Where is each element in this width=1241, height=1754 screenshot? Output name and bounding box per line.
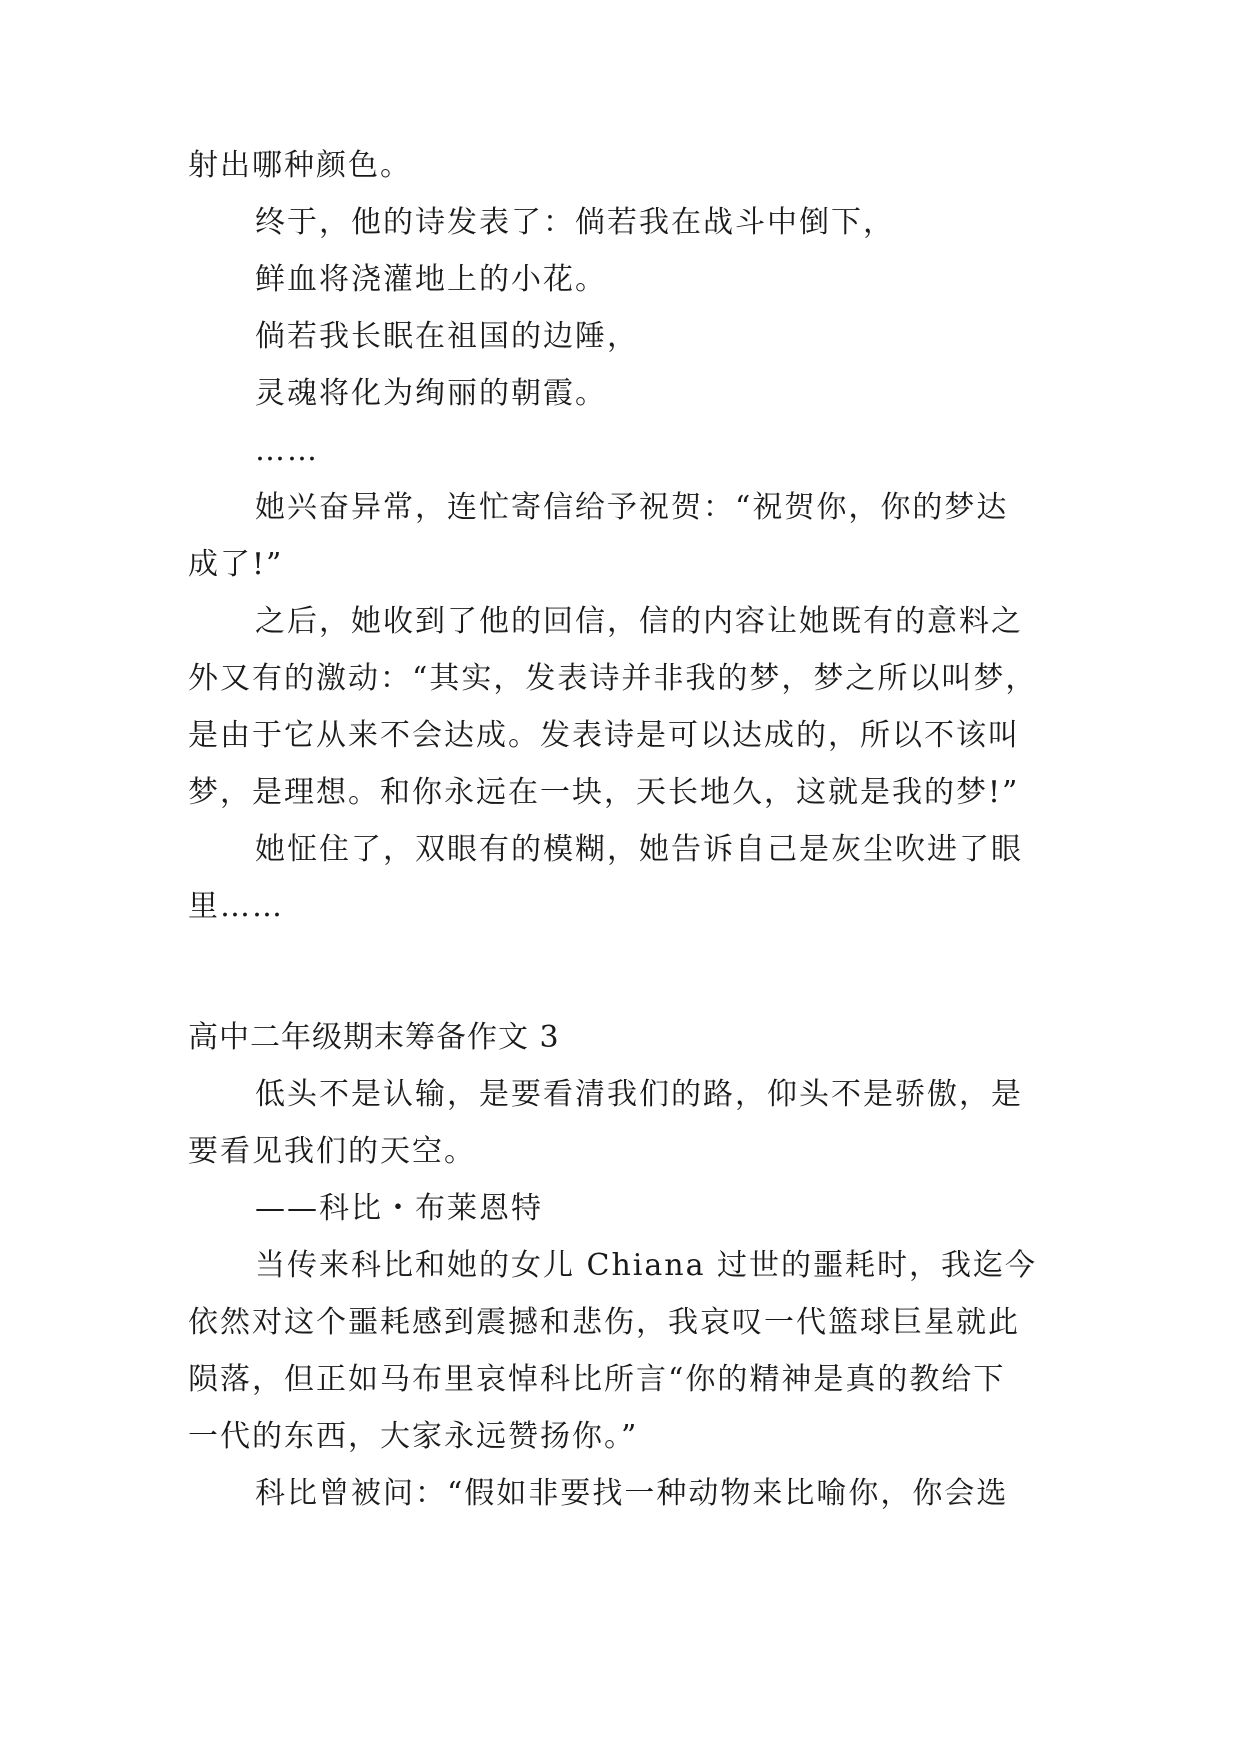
poem-line: 灵魂将化为绚丽的朝霞。 [255, 376, 607, 411]
paragraph-line: 当传来科比和她的女儿 Chiana 过世的噩耗时，我迄今 [255, 1248, 1038, 1283]
paragraph-line: 之后，她收到了他的回信，信的内容让她既有的意料之 [255, 604, 1023, 639]
paragraph-line: 她怔住了，双眼有的模糊，她告诉自己是灰尘吹进了眼 [255, 832, 1023, 867]
paragraph-line: 陨落，但正如马布里哀悼科比所言“你的精神是真的教给下 [188, 1362, 1006, 1397]
paragraph-line: 是由于它从来不会达成。发表诗是可以达成的，所以不该叫 [188, 718, 1020, 753]
section-heading: 高中二年级期末筹备作文 3 [188, 1020, 560, 1055]
poem-line: 鲜血将浇灌地上的小花。 [255, 262, 607, 297]
quote-line: 要看见我们的天空。 [188, 1134, 476, 1169]
poem-line: 倘若我长眠在祖国的边陲， [255, 319, 639, 354]
poem-line: 终于，他的诗发表了：倘若我在战斗中倒下， [255, 205, 895, 240]
paragraph-line: 梦，是理想。和你永远在一块，天长地久，这就是我的梦!” [188, 775, 1020, 810]
paragraph-line: 里…… [188, 889, 284, 924]
text-line: 射出哪种颜色。 [188, 148, 412, 183]
paragraph-line: 她兴奋异常，连忙寄信给予祝贺：“祝贺你，你的梦达 [255, 490, 1009, 525]
paragraph-line: 科比曾被问：“假如非要找一种动物来比喻你，你会选 [255, 1476, 1009, 1511]
paragraph-line: 成了!” [188, 547, 284, 582]
paragraph-line: 一代的东西，大家永远赞扬你。” [188, 1419, 639, 1454]
ellipsis-line: …… [255, 433, 319, 468]
quote-line: 低头不是认输，是要看清我们的路，仰头不是骄傲，是 [255, 1077, 1023, 1112]
paragraph-line: 依然对这个噩耗感到震撼和悲伤，我哀叹一代篮球巨星就此 [188, 1305, 1020, 1340]
paragraph-line: 外又有的激动：“其实，发表诗并非我的梦，梦之所以叫梦， [188, 661, 1038, 696]
quote-attribution: ——科比・布莱恩特 [255, 1191, 543, 1226]
